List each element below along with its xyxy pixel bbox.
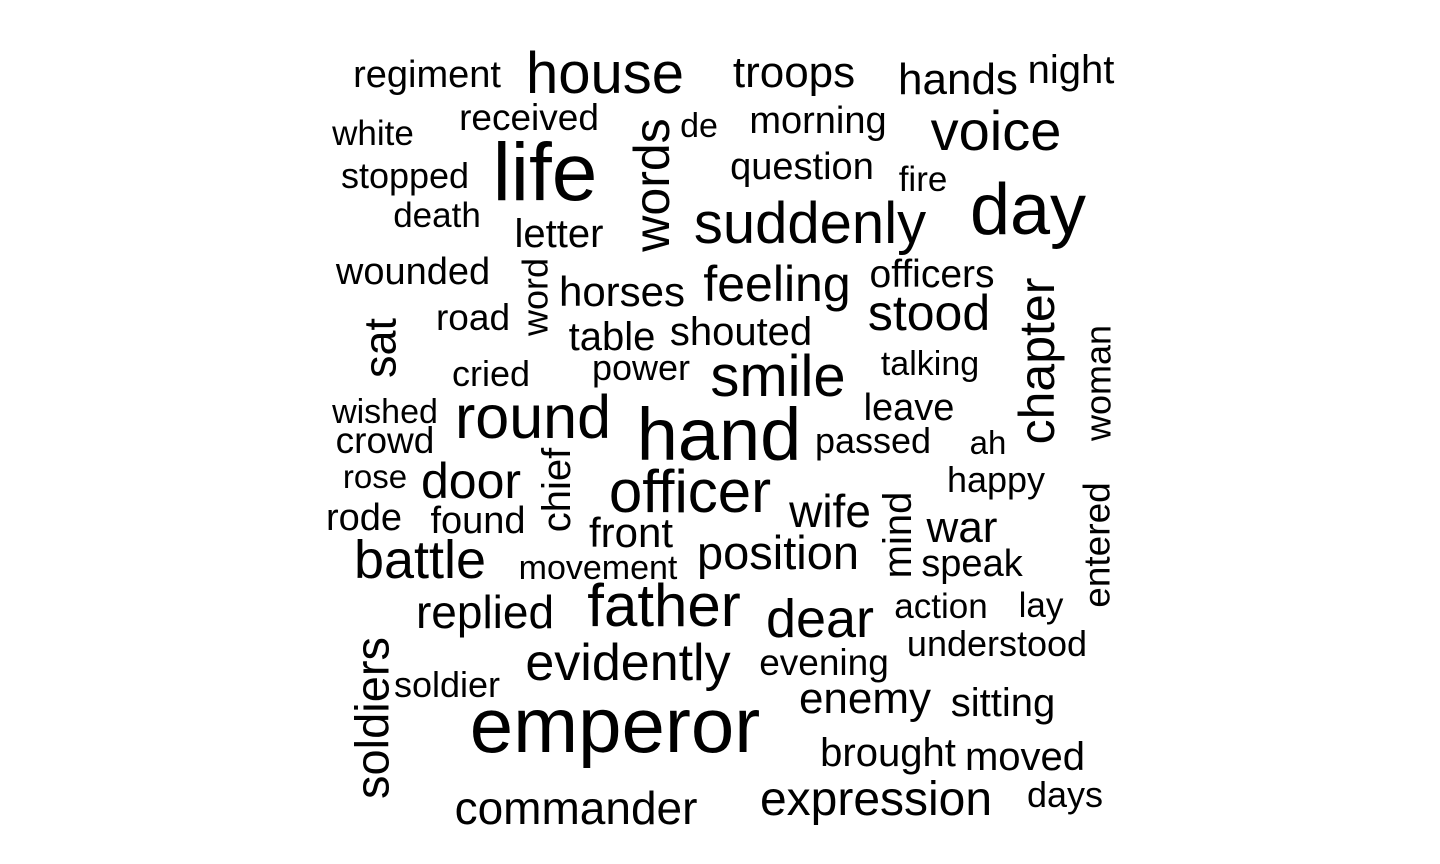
word-regiment: regiment: [353, 54, 501, 96]
word-evidently: evidently: [525, 634, 731, 692]
word-night: night: [1027, 48, 1115, 92]
word-received: received: [459, 97, 599, 138]
word-movement: movement: [518, 549, 678, 587]
word-replied: replied: [415, 586, 555, 638]
word-brought: brought: [820, 731, 956, 775]
word-rode: rode: [325, 497, 403, 539]
word-word: word: [514, 257, 556, 337]
word-chief: chief: [535, 447, 579, 533]
word-soldiers: soldiers: [345, 637, 399, 799]
word-rose: rose: [342, 458, 408, 495]
word-hand: hand: [636, 393, 802, 476]
word-war: war: [926, 503, 998, 552]
word-sat: sat: [354, 317, 406, 379]
word-voice: voice: [930, 99, 1062, 162]
word-morning: morning: [749, 100, 887, 142]
word-smile: smile: [710, 344, 846, 409]
word-power: power: [591, 347, 691, 388]
word-shouted: shouted: [669, 310, 813, 354]
word-ah: ah: [969, 424, 1007, 461]
word-mind: mind: [876, 491, 920, 579]
word-emperor: emperor: [469, 681, 761, 769]
word-front: front: [588, 509, 674, 556]
word-commander: commander: [454, 782, 698, 834]
word-officers: officers: [869, 253, 995, 296]
word-letter: letter: [514, 212, 604, 256]
word-evening: evening: [759, 642, 889, 683]
word-woman: woman: [1077, 324, 1119, 442]
word-father: father: [587, 572, 741, 639]
word-soldier: soldier: [393, 664, 501, 705]
word-white: white: [332, 114, 414, 153]
word-happy: happy: [946, 459, 1046, 500]
word-leave: leave: [863, 387, 955, 429]
word-dear: dear: [765, 589, 875, 649]
word-chapter: chapter: [1009, 277, 1065, 445]
word-passed: passed: [814, 420, 932, 461]
word-wounded: wounded: [335, 251, 491, 293]
word-house: house: [525, 41, 685, 106]
word-understood: understood: [906, 623, 1088, 664]
word-talking: talking: [880, 345, 980, 383]
word-battle: battle: [353, 530, 487, 590]
word-door: door: [420, 453, 522, 509]
word-table: table: [568, 315, 656, 359]
word-sitting: sitting: [950, 681, 1056, 725]
word-stopped: stopped: [340, 155, 470, 196]
word-found: found: [430, 500, 526, 542]
word-words: words: [624, 118, 680, 252]
word-horses: horses: [558, 268, 686, 315]
word-stood: stood: [867, 285, 991, 341]
word-death: death: [393, 196, 481, 235]
word-action: action: [894, 587, 988, 626]
word-officer: officer: [608, 458, 772, 525]
word-life: life: [492, 127, 598, 218]
word-round: round: [454, 383, 612, 451]
word-road: road: [435, 297, 511, 338]
word-enemy: enemy: [798, 674, 932, 723]
word-entered: entered: [1076, 482, 1118, 608]
word-day: day: [969, 170, 1087, 250]
word-moved: moved: [964, 735, 1086, 779]
word-position: position: [697, 526, 859, 579]
word-cried: cried: [451, 353, 531, 394]
word-fire: fire: [898, 160, 948, 199]
word-question: question: [730, 146, 874, 188]
word-de: de: [680, 107, 718, 145]
word-crowd: crowd: [335, 420, 435, 461]
word-expression: expression: [759, 773, 993, 826]
word-suddenly: suddenly: [693, 191, 927, 256]
word-troops: troops: [732, 48, 856, 97]
word-feeling: feeling: [703, 256, 851, 312]
word-lay: lay: [1018, 586, 1064, 625]
word-wished: wished: [332, 393, 438, 431]
word-hands: hands: [898, 55, 1018, 104]
word-speak: speak: [921, 543, 1023, 585]
word-wife: wife: [789, 485, 871, 537]
word-days: days: [1026, 774, 1104, 815]
